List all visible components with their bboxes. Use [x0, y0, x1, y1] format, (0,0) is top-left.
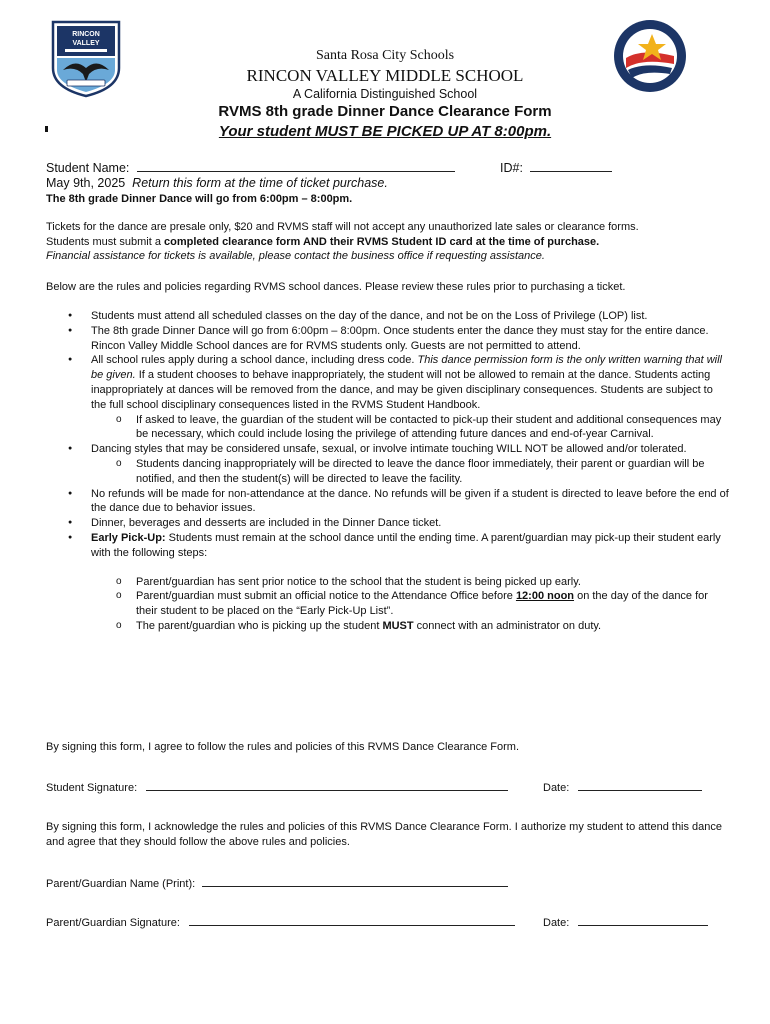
rule-1-text: Students must attend all scheduled classes on the day of the dance, and not be on the Loss of Privilege (LOP) list.	[91, 310, 648, 322]
parent-signature-field[interactable]	[189, 914, 515, 926]
pickup-step-1-text: Parent/guardian has sent prior notice to the school that the student is being picked up early.	[136, 575, 581, 588]
parent-agreement	[46, 820, 730, 850]
rule-4-sub-text: Students dancing inappropriately will be directed to leave the dance floor immediately, their parent or guardian will be notified, and then the student(s) will be directed to leave the facility.	[136, 457, 705, 485]
rule-7-text: Students must remain at the school dance until the ending time. A parent/guardian may pick-up their student early with the following steps:	[91, 531, 721, 559]
dance-date: May 9th, 2025	[46, 176, 126, 190]
rule-5-text: No refunds will be made for non-attendance at the dance. No refunds will be given if a student is directed to leave before the end of the dance due to behavior issues.	[91, 487, 729, 515]
rule-item	[46, 324, 730, 354]
student-id-label: ID#:	[500, 161, 523, 175]
pickup-step	[46, 619, 730, 634]
student-signature-row	[46, 779, 508, 796]
student-date-field[interactable]	[578, 779, 702, 791]
student-id-row	[500, 160, 612, 176]
distinguished-school-seal	[612, 18, 688, 94]
rule-3-sub-text: If asked to leave, the guardian of the student will be contacted to pick-up their student and additional consequences may be necessary, which could include losing the privilege of attending future dances and end-of-year Carnival.	[136, 413, 722, 441]
svg-text:VALLEY: VALLEY	[72, 40, 100, 47]
student-name-row	[46, 160, 455, 176]
form-title: RVMS 8th grade Dinner Dance Clearance Form	[218, 103, 552, 120]
pickup-step-3-text-a: The parent/guardian who is picking up the student	[136, 619, 383, 632]
student-date-row	[543, 779, 702, 796]
school-name: RINCON VALLEY MIDDLE SCHOOL	[246, 66, 524, 85]
student-date-label: Date:	[543, 782, 570, 794]
tickets-requirement	[46, 235, 599, 250]
student-signature-field[interactable]	[146, 779, 508, 791]
pickup-step-2-text-c: on the day of the dance for their student to be placed on the “Early Pick-Up List”.	[136, 590, 708, 618]
date-row	[46, 176, 388, 191]
tickets-requirement-prefix: Students must submit a	[46, 236, 164, 248]
rule-6-text: Dinner, beverages and desserts are included in the Dinner Dance ticket.	[91, 517, 442, 530]
student-signature-label: Student Signature:	[46, 782, 138, 794]
pickup-step	[46, 575, 730, 590]
student-name-label: Student Name:	[46, 161, 130, 175]
rule-3-text-a: All school rules apply during a school dance, including dress code.	[91, 354, 418, 367]
rule-item	[46, 487, 730, 517]
rule-item	[46, 516, 730, 531]
parent-date-field[interactable]	[578, 914, 708, 926]
rule-3-text-italic: This dance permission form is the only written warning that will be given.	[91, 354, 722, 382]
student-agreement: By signing this form, I agree to follow the rules and policies of this RVMS Dance Clearance Form.	[46, 741, 520, 753]
rules-intro: Below are the rules and policies regarding RVMS school dances. Please review these rules prior to purchasing a ticket.	[46, 281, 626, 293]
parent-date-label: Date:	[543, 917, 570, 929]
rule-item	[46, 309, 730, 324]
return-note: Return this form at the time of ticket purchase.	[132, 176, 388, 190]
rule-item	[46, 531, 730, 561]
parent-signature-row	[46, 914, 515, 931]
school-crest-logo	[49, 18, 123, 98]
rule-3-text-c: If a student chooses to behave inappropriately, the student will not be allowed to remain at the dance. Students acting inappropriately at dances will be removed from the dance, and may be given disciplinary consequences. Students are subject to the full school disciplinary consequences listed in the RVMS Student Handbook.	[91, 369, 713, 411]
pickup-step-3-must: MUST	[382, 619, 414, 632]
bullet-mark	[45, 126, 48, 132]
parent-name-row	[46, 875, 508, 892]
rule-subitem	[46, 413, 730, 443]
parent-name-field[interactable]	[202, 875, 508, 887]
dance-time: The 8th grade Dinner Dance will go from 6:00pm – 8:00pm.	[46, 193, 353, 205]
pickup-notice: Your student MUST BE PICKED UP AT 8:00pm.	[218, 123, 552, 140]
parent-agreement-text: By signing this form, I acknowledge the rules and policies of this RVMS Dance Clearance Form. I authorize my student to attend this dance and agree that they should follow the above rules and policies.	[46, 821, 723, 848]
pickup-deadline: 12:00 noon	[515, 590, 575, 603]
rule-item	[46, 353, 730, 412]
rule-item	[46, 442, 730, 457]
parent-signature-label: Parent/Guardian Signature:	[46, 917, 180, 929]
district-name: Santa Rosa City Schools	[315, 48, 455, 63]
svg-text:RINCON: RINCON	[72, 31, 100, 38]
pickup-step	[46, 589, 730, 619]
student-id-field[interactable]	[530, 160, 612, 172]
pickup-step-3-text-c: connect with an administrator on duty.	[413, 619, 602, 632]
student-name-field[interactable]	[137, 160, 455, 172]
financial-assistance: Financial assistance for tickets is available, please contact the business office if requesting assistance.	[46, 250, 545, 262]
rule-2-text: The 8th grade Dinner Dance will go from 6:00pm – 8:00pm. Once students enter the dance they must stay for the entire dance. Rincon Valley Middle School dances are for RVMS students only. Guests are not permitted to attend.	[91, 324, 709, 352]
school-tagline: A California Distinguished School	[292, 87, 478, 101]
tickets-requirement-bold: completed clearance form AND their RVMS Student ID card at the time of purchase.	[164, 236, 600, 248]
tickets-presale: Tickets for the dance are presale only, $20 and RVMS staff will not accept any unauthorized late sales or clearance forms.	[46, 221, 639, 233]
pickup-step-2-text-a: Parent/guardian must submit an official notice to the Attendance Office before	[136, 590, 516, 603]
parent-name-label: Parent/Guardian Name (Print):	[46, 878, 196, 890]
early-pickup-label: Early Pick-Up:	[91, 531, 166, 544]
rule-subitem	[46, 457, 730, 487]
rule-4-text: Dancing styles that may be considered unsafe, sexual, or involve intimate touching WILL NOT be allowed and/or tolerated.	[91, 443, 687, 456]
parent-date-row	[543, 914, 708, 931]
rules-list	[46, 309, 730, 634]
